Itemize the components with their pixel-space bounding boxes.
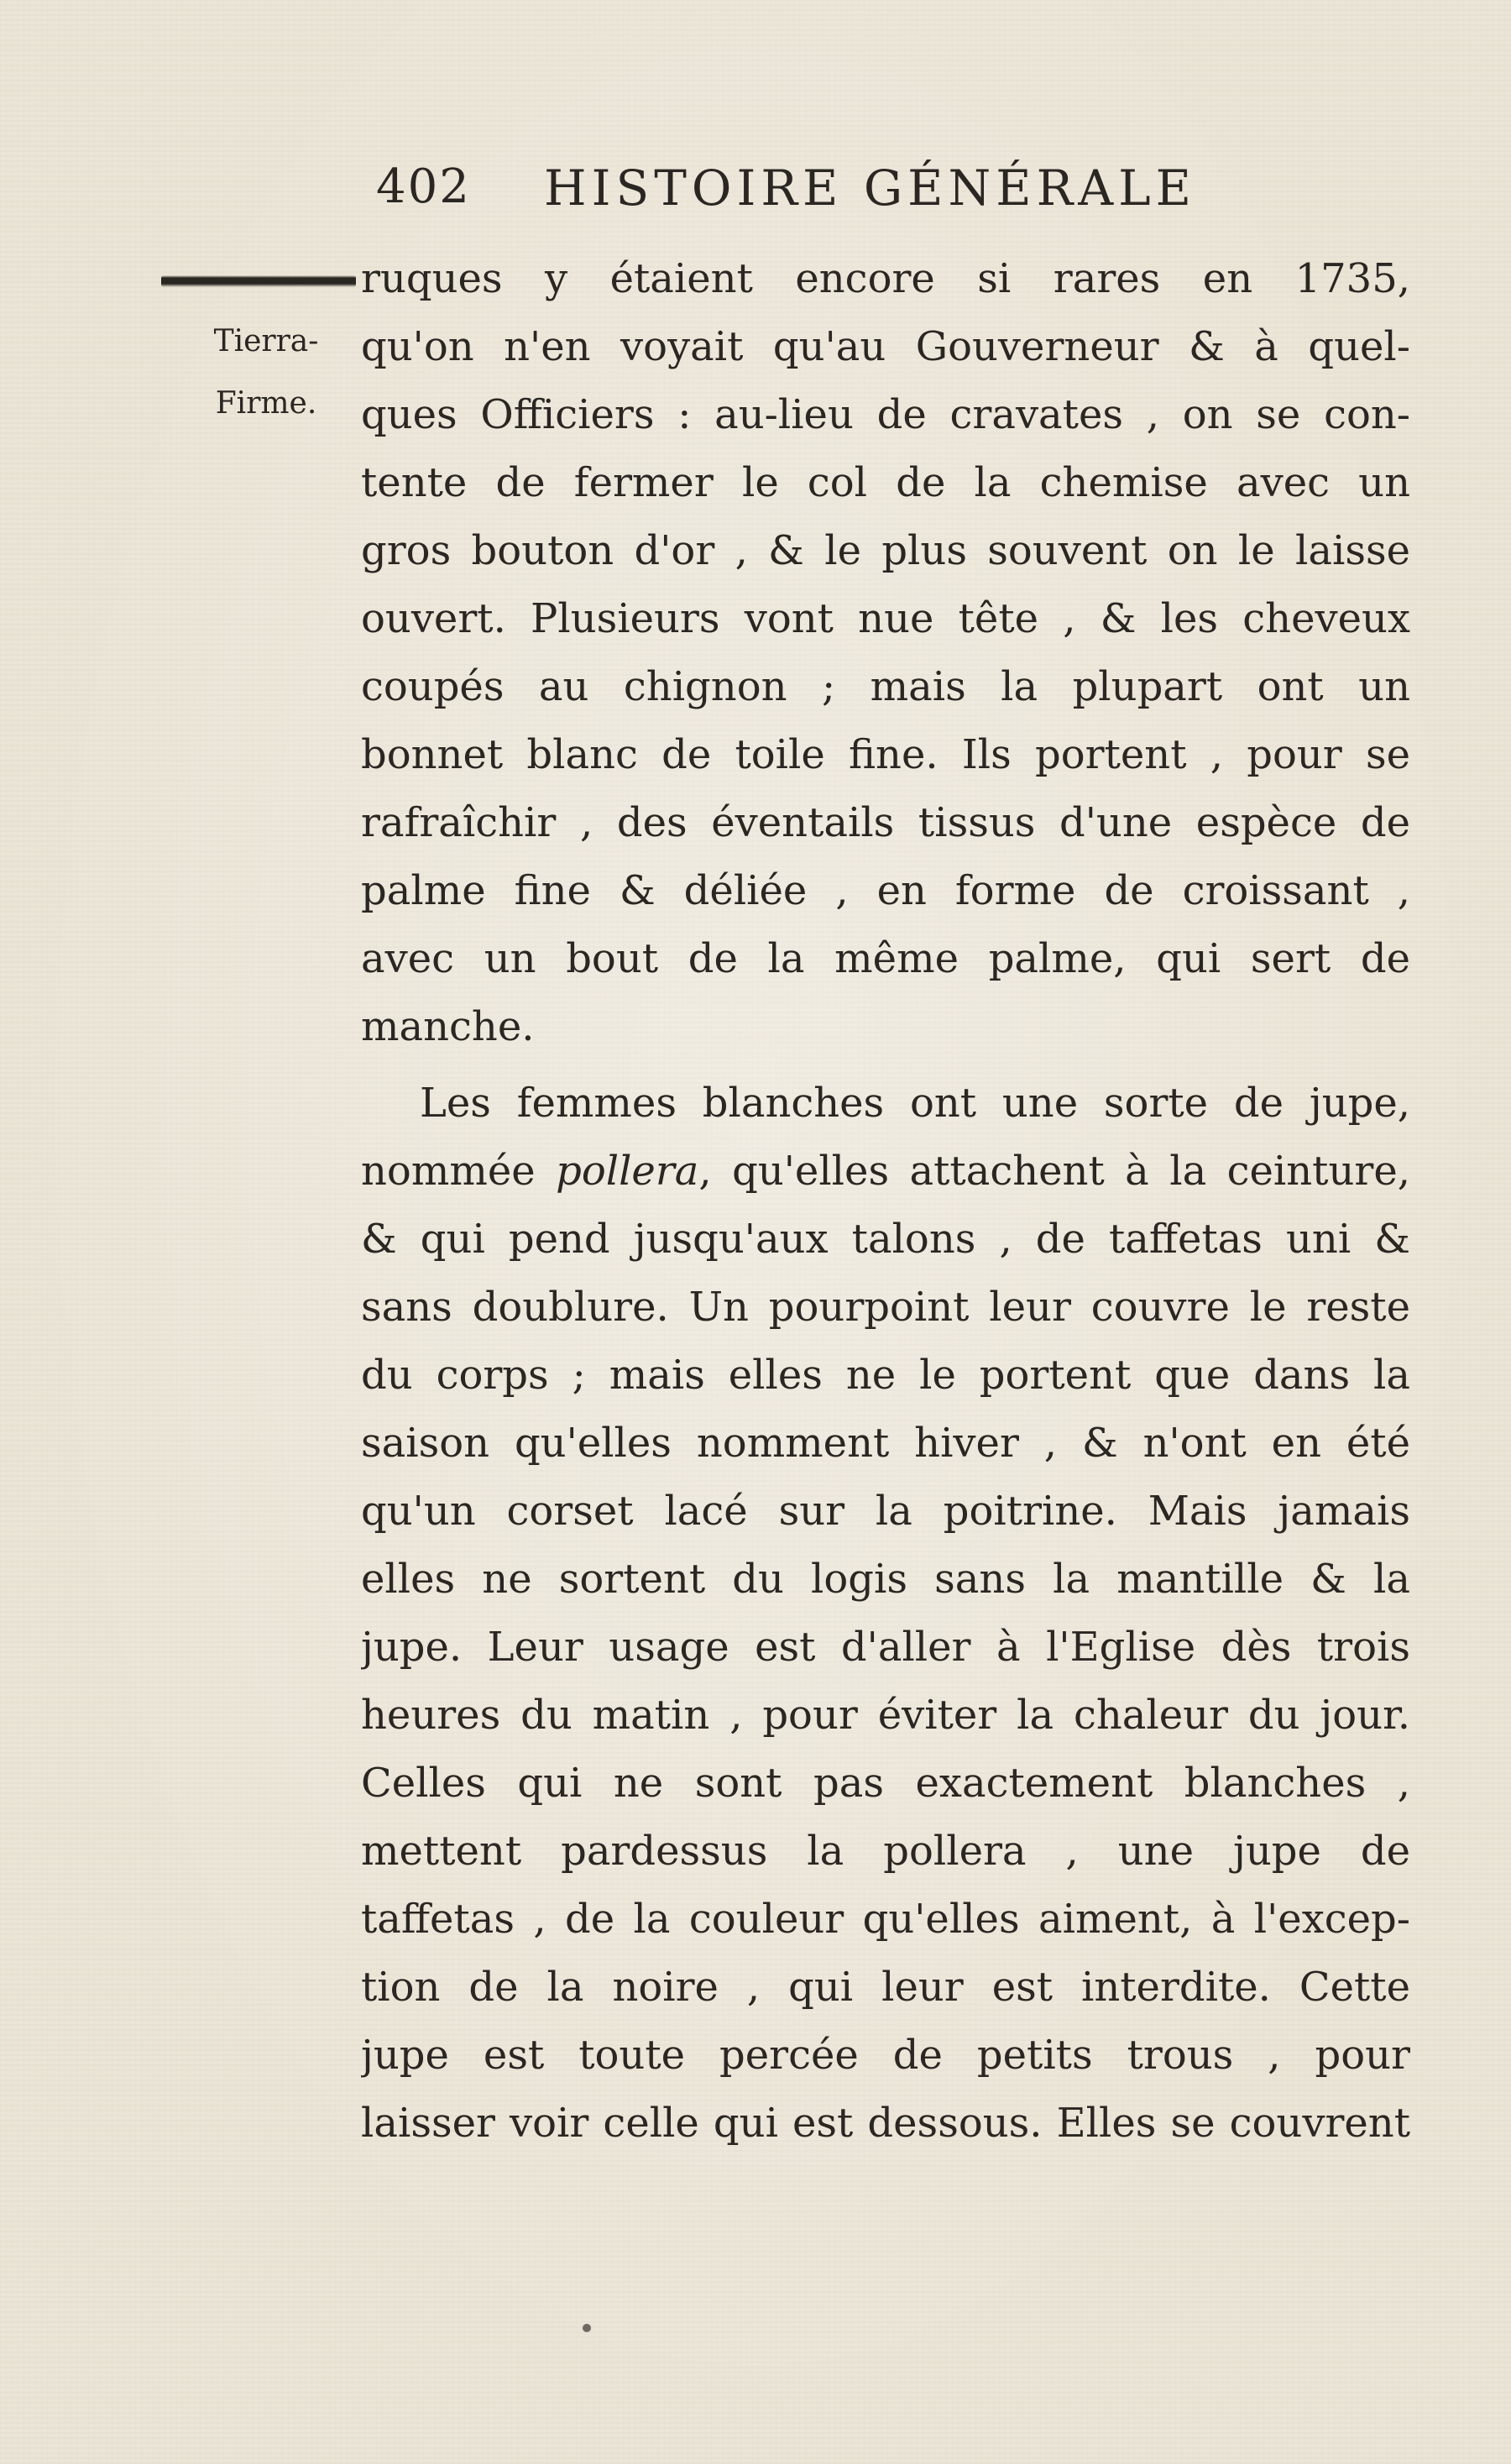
text-line: du corps ; mais elles ne le portent que dans la (361, 1352, 1410, 1399)
ink-speck (583, 2324, 591, 2332)
text-line: bonnet blanc de toile fine. Ils portent , pour se (361, 731, 1410, 778)
text-line: taffetas , de la couleur qu'elles aiment, à l'excep- (361, 1896, 1410, 1943)
page-number: 402 (376, 160, 471, 214)
text-line: ruques y étaient encore si rares en 1735, (361, 255, 1410, 302)
italic-term: pollera (556, 1148, 699, 1195)
running-header (376, 160, 1425, 227)
text-line: manche. (361, 1003, 535, 1050)
text-line: coupés au chignon ; mais la plupart ont un (361, 663, 1410, 710)
body-text (361, 245, 1410, 2158)
text-span: , qu'elles attachent à la ceinture, (698, 1148, 1410, 1195)
text-line: & qui pend jusqu'aux talons , de taffetas uni & (361, 1216, 1410, 1263)
text-line: qu'on n'en voyait qu'au Gouverneur & à quel- (361, 323, 1410, 370)
text-line: Les femmes blanches ont une sorte de jupe, (420, 1080, 1410, 1127)
text-line: ques Officiers : au-lieu de cravates , on se con- (361, 391, 1410, 438)
text-line: ouvert. Plusieurs vont nue tête , & les cheveux (361, 595, 1410, 642)
text-line-with-italic (361, 1138, 1410, 1206)
text-line: tion de la noire , qui leur est interdite. Cette (361, 1964, 1410, 2011)
text-line: jupe. Leur usage est d'aller à l'Eglise dès trois (361, 1624, 1410, 1671)
margin-rule (161, 275, 356, 287)
margin-note-line: Tierra- (213, 324, 319, 358)
text-line: laisser voir celle qui est dessous. Elles se couvrent (361, 2100, 1410, 2147)
text-span: nommée (361, 1148, 557, 1195)
text-line: elles ne sortent du logis sans la mantille & la (361, 1556, 1410, 1603)
text-line: tente de fermer le col de la chemise avec un (361, 459, 1410, 506)
margin-note (195, 311, 337, 435)
text-line: avec un bout de la même palme, qui sert de (361, 935, 1410, 982)
text-line: rafraîchir , des éventails tissus d'une espèce de (361, 799, 1410, 846)
text-line: gros bouton d'or , & le plus souvent on le laisse (361, 527, 1410, 574)
text-line: Celles qui ne sont pas exactement blanches , (361, 1760, 1410, 1807)
text-line: mettent pardessus la pollera , une jupe de (361, 1828, 1410, 1875)
margin-note-line: Firme. (215, 386, 317, 421)
text-line: qu'un corset lacé sur la poitrine. Mais jamais (361, 1488, 1410, 1535)
text-line: sans doublure. Un pourpoint leur couvre le reste (361, 1284, 1410, 1331)
text-line: palme fine & déliée , en forme de croissant , (361, 867, 1410, 914)
paragraph-gap (361, 1061, 1410, 1070)
running-title: HISTOIRE GÉNÉRALE (544, 160, 1196, 217)
text-line: heures du matin , pour éviter la chaleur du jour. (361, 1692, 1410, 1739)
text-line: saison qu'elles nomment hiver , & n'ont en été (361, 1420, 1410, 1467)
text-line: jupe est toute percée de petits trous , pour (361, 2032, 1410, 2079)
